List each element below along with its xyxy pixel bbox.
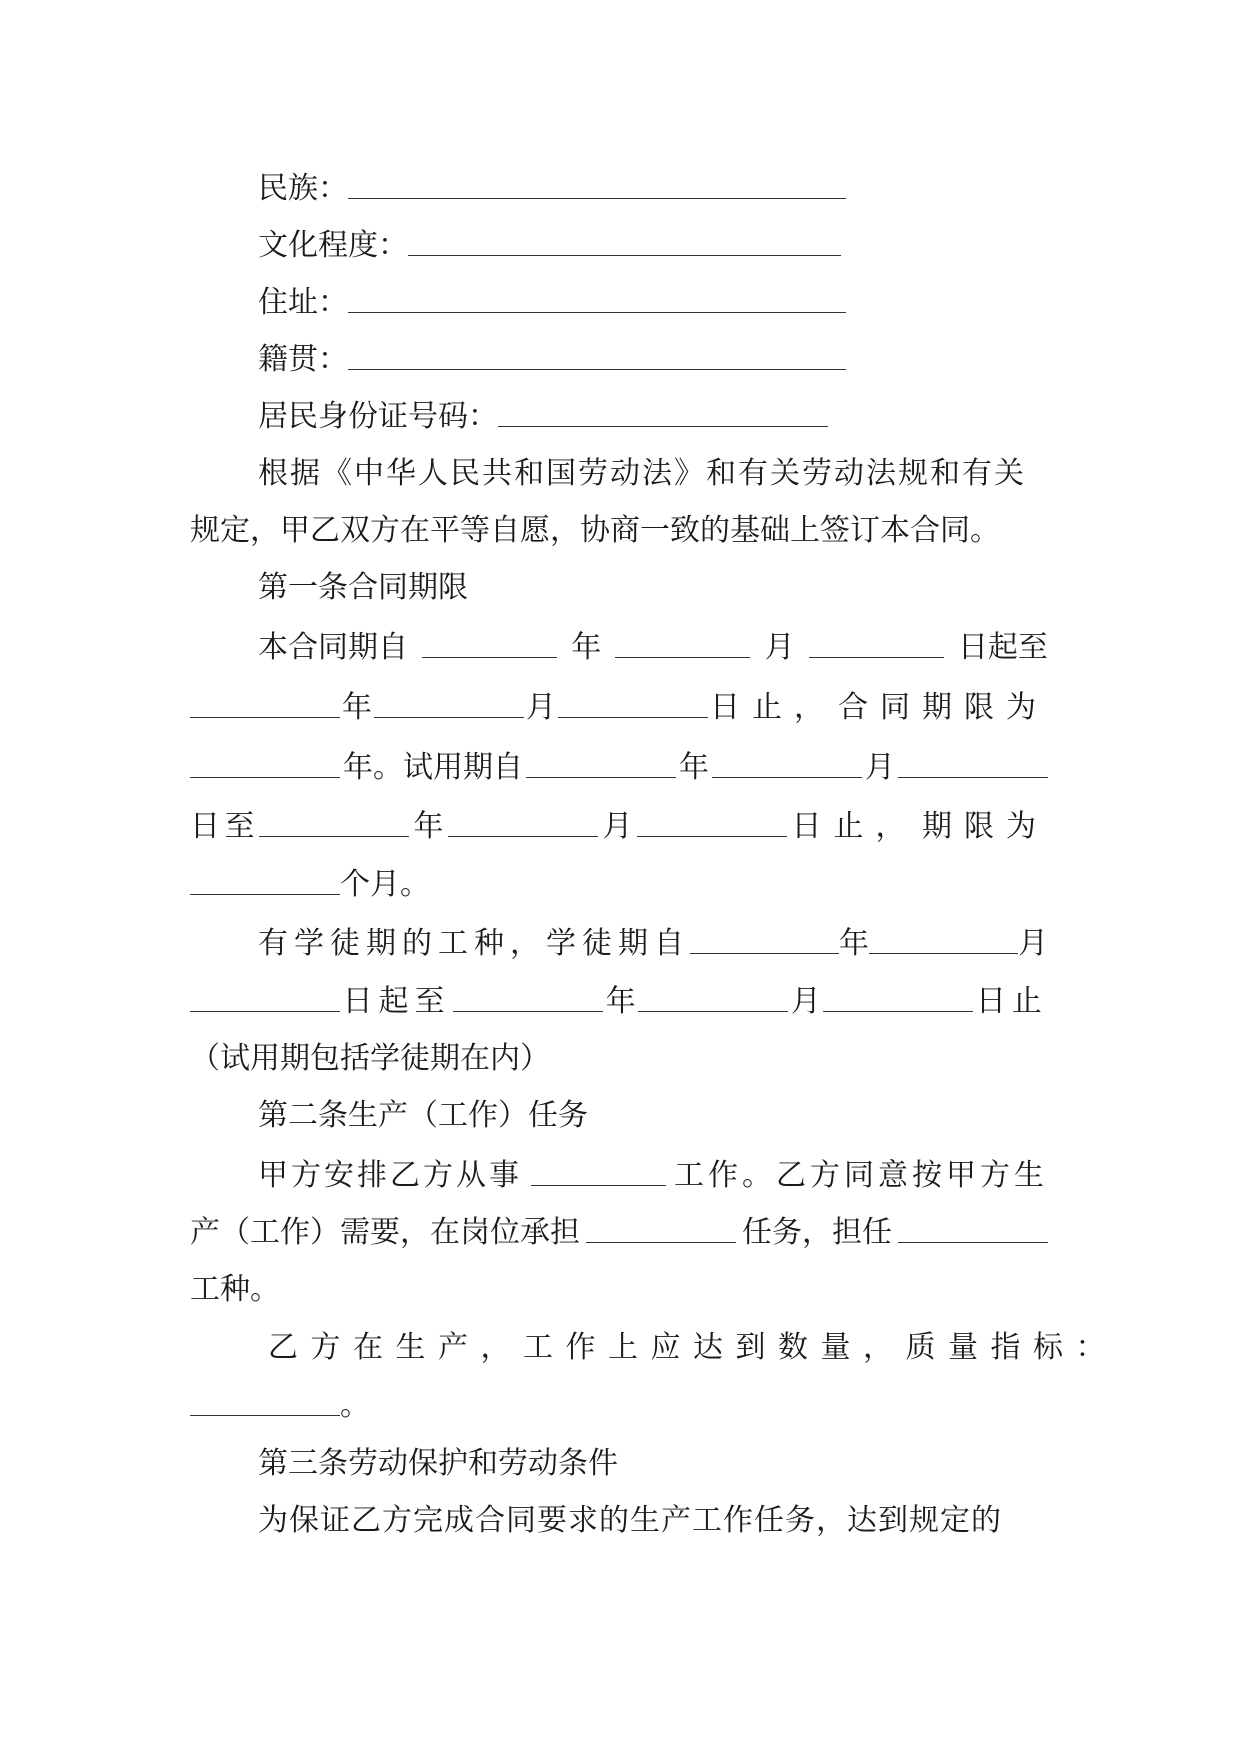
text: 有学徒期的工种，学徒期自 xyxy=(258,926,690,961)
text: 。 xyxy=(340,1388,370,1423)
fill-in-blank xyxy=(422,655,557,658)
fill-in-blank xyxy=(453,1009,603,1012)
fill-in-blank xyxy=(190,892,340,895)
field-address xyxy=(258,274,846,332)
fill-in-blank xyxy=(638,1009,788,1012)
fill-in-blank xyxy=(823,1009,973,1012)
fill-in-blank xyxy=(531,1183,666,1186)
fill-in-blank xyxy=(190,775,340,778)
fill-in-blank xyxy=(259,834,409,837)
fill-in-blank xyxy=(190,715,340,718)
fill-in-blank xyxy=(615,655,750,658)
text: 月 xyxy=(1018,926,1048,961)
field-label: 文化程度： xyxy=(258,228,408,263)
fill-in-blank xyxy=(348,310,846,313)
text: 合同期限为 xyxy=(838,690,1048,725)
fill-in-blank xyxy=(408,253,841,256)
text: 日止， xyxy=(710,690,836,725)
field-label: 居民身份证号码： xyxy=(258,399,498,434)
article-1-line-4 xyxy=(190,798,1048,856)
text: 任务，担任 xyxy=(742,1215,892,1250)
fill-in-blank xyxy=(190,1009,340,1012)
fill-in-blank xyxy=(637,834,787,837)
article-1-line-2 xyxy=(190,679,1048,737)
article-2-line-1 xyxy=(258,1147,1048,1205)
field-label: 籍贯： xyxy=(258,342,348,377)
text: 年 xyxy=(342,690,372,725)
field-native-place xyxy=(258,331,846,389)
field-label: 住址： xyxy=(258,285,348,320)
text: 年 xyxy=(839,926,869,961)
text: 月 xyxy=(602,809,633,844)
fill-in-blank xyxy=(374,715,524,718)
fill-in-blank xyxy=(558,715,708,718)
fill-in-blank xyxy=(526,775,676,778)
text: 工作。乙方同意按甲方生 xyxy=(674,1158,1048,1193)
article-1-line-3 xyxy=(190,739,1048,797)
fill-in-blank xyxy=(448,834,598,837)
article-1-note: （试用期包括学徒期在内） xyxy=(190,1041,550,1076)
text: 日止， xyxy=(791,809,918,844)
fill-in-blank xyxy=(898,775,1048,778)
text: 个月。 xyxy=(340,867,430,902)
text: 甲方安排乙方从事 xyxy=(258,1158,522,1193)
text: 日止 xyxy=(975,984,1048,1019)
text: 年 xyxy=(571,630,602,665)
text: 至 xyxy=(224,809,255,844)
text: 年。试用期自 xyxy=(343,750,523,785)
preamble-line-1: 根据《中华人民共和国劳动法》和有关劳动法规和有关 xyxy=(258,456,1026,491)
text: 月 xyxy=(526,690,556,725)
article-2-line-5 xyxy=(190,1377,370,1435)
article-1-line-1 xyxy=(258,619,1048,677)
article-1-heading: 第一条合同期限 xyxy=(258,570,468,605)
fill-in-blank xyxy=(190,1413,340,1416)
text: 日起至 xyxy=(957,630,1048,665)
text: 日起至 xyxy=(342,984,451,1019)
text: 月 xyxy=(764,630,795,665)
article-2-line-4: 乙方在生产，工作上应达到数量，质量指标： xyxy=(268,1330,1118,1365)
field-ethnicity xyxy=(258,160,846,218)
fill-in-blank xyxy=(898,1240,1048,1243)
fill-in-blank xyxy=(809,655,944,658)
fill-in-blank xyxy=(348,196,846,199)
field-education xyxy=(258,217,841,275)
preamble-line-2: 规定，甲乙双方在平等自愿，协商一致的基础上签订本合同。 xyxy=(190,513,1000,548)
text: 期限为 xyxy=(922,809,1048,844)
article-3-heading: 第三条劳动保护和劳动条件 xyxy=(258,1446,618,1481)
article-2-line-2 xyxy=(190,1204,1048,1262)
field-id-number xyxy=(258,388,828,446)
article-1-line-7 xyxy=(190,973,1048,1031)
text: 产（工作）需要，在岗位承担 xyxy=(190,1215,580,1250)
text: 日 xyxy=(190,809,220,844)
article-2-line-3: 工种。 xyxy=(190,1272,280,1307)
article-1-line-5 xyxy=(190,856,430,914)
text: 年 xyxy=(679,750,709,785)
text: 本合同期自 xyxy=(258,630,408,665)
article-3-line-1: 为保证乙方完成合同要求的生产工作任务，达到规定的 xyxy=(258,1503,1002,1538)
field-label: 民族： xyxy=(258,171,348,206)
fill-in-blank xyxy=(498,424,828,427)
text: 月 xyxy=(865,750,895,785)
fill-in-blank xyxy=(869,951,1018,954)
text: 年 xyxy=(605,984,636,1019)
article-2-heading: 第二条生产（工作）任务 xyxy=(258,1098,588,1133)
fill-in-blank xyxy=(690,951,839,954)
fill-in-blank xyxy=(348,367,846,370)
fill-in-blank xyxy=(712,775,862,778)
text: 月 xyxy=(790,984,821,1019)
text: 年 xyxy=(413,809,444,844)
article-1-line-6 xyxy=(258,915,1048,973)
fill-in-blank xyxy=(586,1240,736,1243)
